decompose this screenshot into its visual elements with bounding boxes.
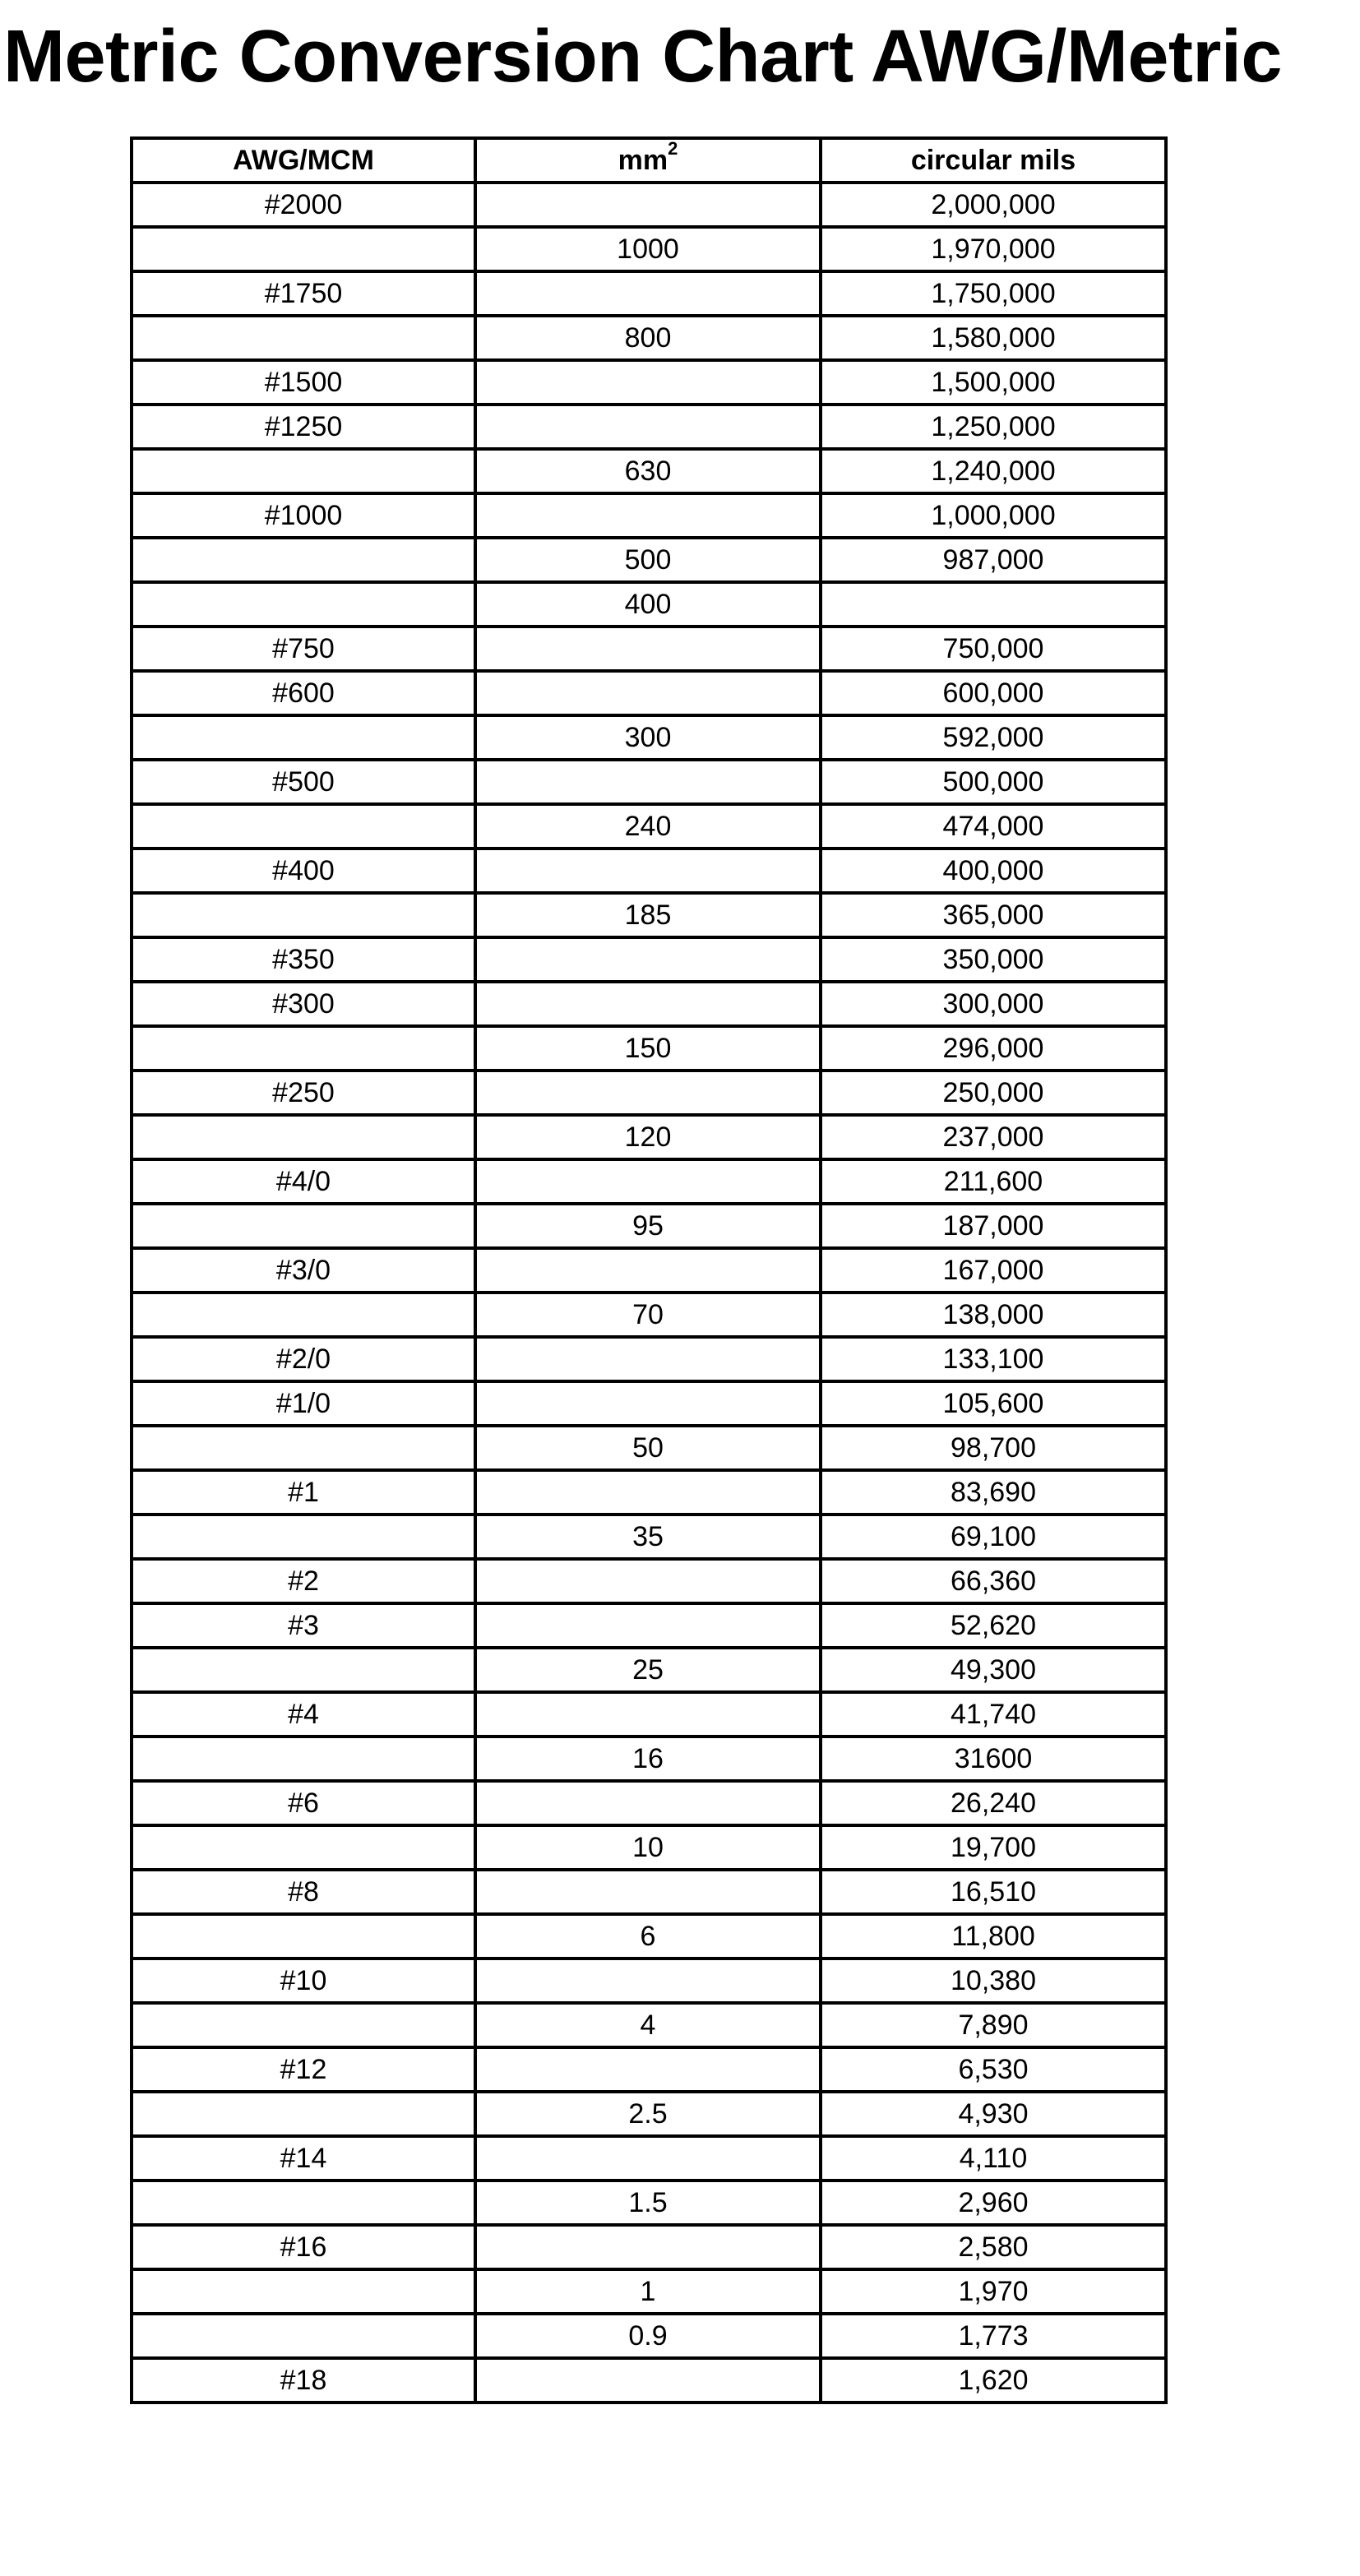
table-row	[132, 2003, 1166, 2047]
cell-circular-mils: 350,000	[821, 937, 1166, 982]
cell-awg: #500	[132, 760, 475, 804]
cell-mm2: 120	[475, 1115, 821, 1159]
cell-awg	[132, 316, 475, 360]
cell-circular-mils: 19,700	[821, 1825, 1166, 1870]
cell-mm2	[475, 271, 821, 316]
table-row	[132, 271, 1166, 316]
cell-mm2: 70	[475, 1293, 821, 1337]
cell-circular-mils: 16,510	[821, 1870, 1166, 1914]
cell-circular-mils: 167,000	[821, 1248, 1166, 1293]
cell-circular-mils: 2,960	[821, 2181, 1166, 2225]
table-row	[132, 449, 1166, 493]
cell-awg: #4	[132, 1692, 475, 1737]
cell-circular-mils: 4,110	[821, 2136, 1166, 2181]
cell-circular-mils: 750,000	[821, 627, 1166, 671]
cell-circular-mils: 474,000	[821, 804, 1166, 849]
cell-mm2	[475, 1381, 821, 1426]
cell-mm2	[475, 760, 821, 804]
table-row	[132, 893, 1166, 937]
cell-mm2: 630	[475, 449, 821, 493]
table-row	[132, 493, 1166, 538]
table-row	[132, 1426, 1166, 1470]
cell-mm2: 35	[475, 1515, 821, 1559]
cell-mm2: 95	[475, 1204, 821, 1248]
cell-awg	[132, 1914, 475, 1959]
header-awg: AWG/MCM	[132, 138, 475, 183]
table-row	[132, 538, 1166, 582]
table-row	[132, 1825, 1166, 1870]
cell-mm2	[475, 982, 821, 1026]
header-mm2	[475, 138, 821, 183]
cell-mm2	[475, 627, 821, 671]
cell-circular-mils: 987,000	[821, 538, 1166, 582]
cell-circular-mils	[821, 582, 1166, 627]
table-row	[132, 1737, 1166, 1781]
cell-awg: #1250	[132, 405, 475, 449]
table-row	[132, 849, 1166, 893]
cell-awg: #18	[132, 2358, 475, 2403]
table-row	[132, 1293, 1166, 1337]
cell-mm2: 500	[475, 538, 821, 582]
cell-mm2	[475, 1603, 821, 1648]
table-row	[132, 2225, 1166, 2269]
cell-mm2: 1	[475, 2269, 821, 2314]
table-row	[132, 1248, 1166, 1293]
table-header	[132, 138, 1166, 183]
table-row	[132, 804, 1166, 849]
cell-circular-mils: 41,740	[821, 1692, 1166, 1737]
table-row	[132, 760, 1166, 804]
table-row	[132, 1470, 1166, 1515]
cell-awg	[132, 227, 475, 271]
cell-circular-mils: 237,000	[821, 1115, 1166, 1159]
cell-awg: #3/0	[132, 1248, 475, 1293]
table-row	[132, 2092, 1166, 2136]
cell-mm2	[475, 1559, 821, 1603]
table-row	[132, 1603, 1166, 1648]
cell-circular-mils: 4,930	[821, 2092, 1166, 2136]
cell-mm2	[475, 1470, 821, 1515]
table-row	[132, 2181, 1166, 2225]
table-row	[132, 1337, 1166, 1381]
cell-awg: #750	[132, 627, 475, 671]
cell-awg	[132, 804, 475, 849]
cell-circular-mils: 1,970,000	[821, 227, 1166, 271]
table-row	[132, 1781, 1166, 1825]
cell-mm2	[475, 1071, 821, 1115]
cell-awg	[132, 2314, 475, 2358]
cell-circular-mils: 600,000	[821, 671, 1166, 715]
table-body	[132, 183, 1166, 2403]
cell-mm2: 25	[475, 1648, 821, 1692]
cell-awg	[132, 1115, 475, 1159]
table-row	[132, 1071, 1166, 1115]
cell-awg: #300	[132, 982, 475, 1026]
table-row	[132, 715, 1166, 760]
cell-circular-mils: 1,250,000	[821, 405, 1166, 449]
cell-awg	[132, 1426, 475, 1470]
cell-mm2	[475, 1248, 821, 1293]
table-row	[132, 1204, 1166, 1248]
cell-awg	[132, 1204, 475, 1248]
table-row	[132, 183, 1166, 227]
cell-circular-mils: 1,750,000	[821, 271, 1166, 316]
cell-mm2: 300	[475, 715, 821, 760]
cell-mm2: 185	[475, 893, 821, 937]
cell-mm2	[475, 1959, 821, 2003]
cell-mm2: 1000	[475, 227, 821, 271]
cell-mm2	[475, 849, 821, 893]
cell-mm2	[475, 2047, 821, 2092]
table-row	[132, 937, 1166, 982]
cell-awg: #14	[132, 2136, 475, 2181]
cell-circular-mils: 2,000,000	[821, 183, 1166, 227]
cell-awg: #10	[132, 1959, 475, 2003]
cell-circular-mils: 1,240,000	[821, 449, 1166, 493]
cell-circular-mils: 592,000	[821, 715, 1166, 760]
table-row	[132, 627, 1166, 671]
cell-circular-mils: 187,000	[821, 1204, 1166, 1248]
cell-awg: #350	[132, 937, 475, 982]
cell-awg: #6	[132, 1781, 475, 1825]
cell-circular-mils: 296,000	[821, 1026, 1166, 1071]
cell-circular-mils: 1,970	[821, 2269, 1166, 2314]
cell-circular-mils: 11,800	[821, 1914, 1166, 1959]
cell-mm2	[475, 1159, 821, 1204]
cell-awg: #1500	[132, 360, 475, 405]
cell-circular-mils: 83,690	[821, 1470, 1166, 1515]
table-row	[132, 2358, 1166, 2403]
table-row	[132, 2314, 1166, 2358]
cell-circular-mils: 250,000	[821, 1071, 1166, 1115]
header-row	[132, 138, 1166, 183]
cell-awg: #4/0	[132, 1159, 475, 1204]
table-row	[132, 316, 1166, 360]
cell-awg	[132, 2003, 475, 2047]
cell-awg	[132, 2181, 475, 2225]
cell-circular-mils: 1,580,000	[821, 316, 1166, 360]
cell-mm2	[475, 2136, 821, 2181]
cell-mm2	[475, 2225, 821, 2269]
cell-circular-mils: 1,000,000	[821, 493, 1166, 538]
cell-mm2: 800	[475, 316, 821, 360]
cell-circular-mils: 2,580	[821, 2225, 1166, 2269]
cell-mm2: 6	[475, 1914, 821, 1959]
cell-awg: #250	[132, 1071, 475, 1115]
cell-circular-mils: 69,100	[821, 1515, 1166, 1559]
cell-mm2	[475, 2358, 821, 2403]
header-mm-base: mm	[618, 145, 668, 176]
cell-circular-mils: 7,890	[821, 2003, 1166, 2047]
cell-awg: #600	[132, 671, 475, 715]
cell-circular-mils: 1,620	[821, 2358, 1166, 2403]
table-row	[132, 1159, 1166, 1204]
table-row	[132, 1026, 1166, 1071]
table-row	[132, 582, 1166, 627]
cell-circular-mils: 133,100	[821, 1337, 1166, 1381]
cell-awg	[132, 1026, 475, 1071]
cell-mm2	[475, 360, 821, 405]
cell-mm2	[475, 493, 821, 538]
cell-awg	[132, 582, 475, 627]
cell-circular-mils: 400,000	[821, 849, 1166, 893]
cell-awg	[132, 449, 475, 493]
header-mm-superscript: 2	[668, 138, 678, 159]
cell-mm2: 1.5	[475, 2181, 821, 2225]
table-row	[132, 405, 1166, 449]
cell-mm2	[475, 405, 821, 449]
cell-awg	[132, 1515, 475, 1559]
table-row	[132, 1959, 1166, 2003]
cell-mm2	[475, 1870, 821, 1914]
cell-circular-mils: 300,000	[821, 982, 1166, 1026]
cell-mm2: 400	[475, 582, 821, 627]
table-row	[132, 982, 1166, 1026]
cell-awg	[132, 1648, 475, 1692]
cell-mm2: 10	[475, 1825, 821, 1870]
header-circular-mils: circular mils	[821, 138, 1166, 183]
table-row	[132, 1692, 1166, 1737]
cell-awg: #1000	[132, 493, 475, 538]
table-row	[132, 1648, 1166, 1692]
cell-awg: #3	[132, 1603, 475, 1648]
cell-awg	[132, 893, 475, 937]
cell-circular-mils: 500,000	[821, 760, 1166, 804]
cell-mm2: 0.9	[475, 2314, 821, 2358]
cell-circular-mils: 211,600	[821, 1159, 1166, 1204]
cell-awg: #1	[132, 1470, 475, 1515]
table-row	[132, 1381, 1166, 1426]
cell-circular-mils: 66,360	[821, 1559, 1166, 1603]
page-title: Metric Conversion Chart AWG/Metric	[3, 16, 1282, 98]
cell-awg	[132, 2269, 475, 2314]
cell-circular-mils: 52,620	[821, 1603, 1166, 1648]
cell-awg	[132, 1825, 475, 1870]
cell-awg: #2	[132, 1559, 475, 1603]
cell-mm2: 150	[475, 1026, 821, 1071]
table-row	[132, 2269, 1166, 2314]
cell-mm2	[475, 183, 821, 227]
conversion-table	[130, 136, 1168, 2404]
cell-mm2: 4	[475, 2003, 821, 2047]
cell-awg: #2/0	[132, 1337, 475, 1381]
cell-circular-mils: 49,300	[821, 1648, 1166, 1692]
cell-mm2: 240	[475, 804, 821, 849]
cell-awg: #400	[132, 849, 475, 893]
cell-awg: #12	[132, 2047, 475, 2092]
cell-awg	[132, 1293, 475, 1337]
cell-circular-mils: 365,000	[821, 893, 1166, 937]
cell-awg	[132, 715, 475, 760]
table-row	[132, 227, 1166, 271]
cell-circular-mils: 1,500,000	[821, 360, 1166, 405]
cell-mm2	[475, 1692, 821, 1737]
table-row	[132, 2136, 1166, 2181]
table-row	[132, 1115, 1166, 1159]
cell-awg: #1750	[132, 271, 475, 316]
cell-mm2: 2.5	[475, 2092, 821, 2136]
cell-circular-mils: 10,380	[821, 1959, 1166, 2003]
table-row	[132, 1914, 1166, 1959]
cell-mm2: 50	[475, 1426, 821, 1470]
cell-awg: #1/0	[132, 1381, 475, 1426]
table-row	[132, 671, 1166, 715]
table-row	[132, 1559, 1166, 1603]
cell-mm2	[475, 671, 821, 715]
cell-circular-mils: 105,600	[821, 1381, 1166, 1426]
cell-circular-mils: 31600	[821, 1737, 1166, 1781]
cell-mm2	[475, 937, 821, 982]
table-row	[132, 1515, 1166, 1559]
cell-awg	[132, 1737, 475, 1781]
cell-awg: #2000	[132, 183, 475, 227]
cell-circular-mils: 98,700	[821, 1426, 1166, 1470]
cell-awg: #16	[132, 2225, 475, 2269]
cell-mm2	[475, 1781, 821, 1825]
table-row	[132, 360, 1166, 405]
cell-mm2: 16	[475, 1737, 821, 1781]
cell-awg	[132, 2092, 475, 2136]
cell-mm2	[475, 1337, 821, 1381]
table-row	[132, 2047, 1166, 2092]
cell-circular-mils: 6,530	[821, 2047, 1166, 2092]
cell-awg	[132, 538, 475, 582]
cell-circular-mils: 1,773	[821, 2314, 1166, 2358]
cell-circular-mils: 138,000	[821, 1293, 1166, 1337]
cell-awg: #8	[132, 1870, 475, 1914]
cell-circular-mils: 26,240	[821, 1781, 1166, 1825]
table-row	[132, 1870, 1166, 1914]
